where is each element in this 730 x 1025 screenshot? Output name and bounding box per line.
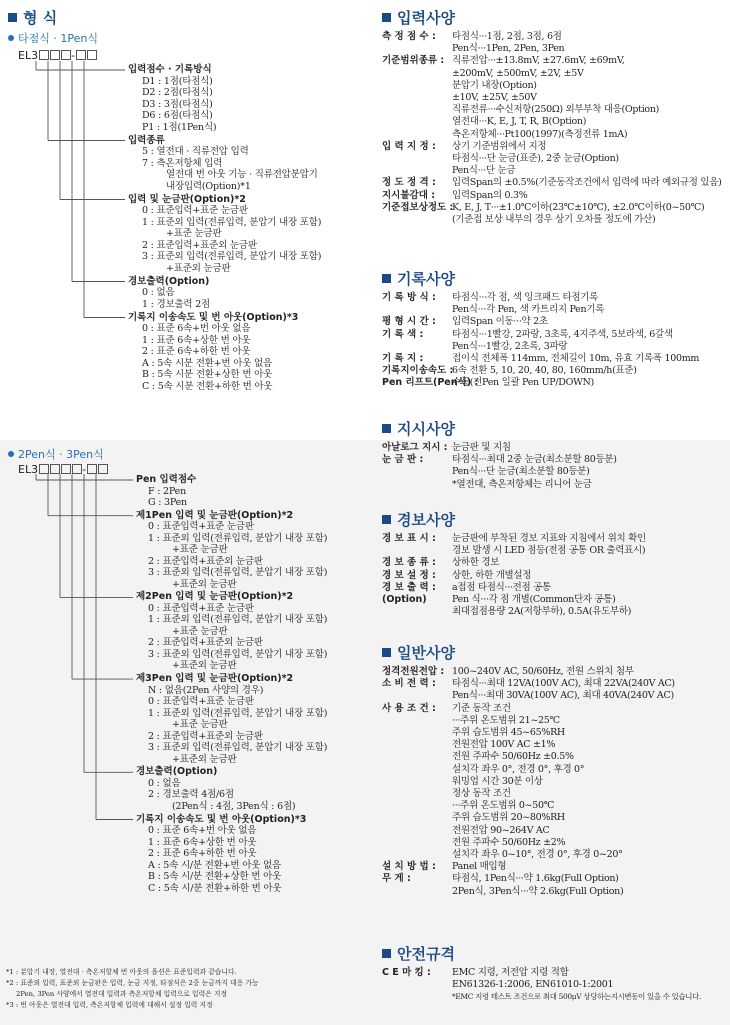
option-item: 0 : 표준입력+표준 눈금판: [142, 205, 248, 216]
group-heading: 제2Pen 입력 및 눈금판(Option)*2: [136, 591, 294, 603]
square-bullet-icon: [382, 949, 391, 958]
spec-value: *EMC 지령 테스트 조건으로 최대 500μV 상당하는지시변동이 있을 수 있습니다.: [452, 992, 702, 1002]
square-bullet-icon: [382, 515, 391, 524]
option-item: 0 : 표준 6속+번 아웃 없음: [142, 323, 251, 334]
option-item: 3 : 표준외 입력(전류입력, 분압기 내장 포함): [148, 742, 328, 754]
option-item: 1 : 표준 6속+상한 번 아웃: [142, 334, 251, 346]
spec-value: 100~240V AC, 50/60Hz, 전원 스위치 첨부: [452, 666, 634, 677]
option-item: 3 : 표준외 입력(전류입력, 분압기 내장 포함): [148, 567, 328, 579]
group-heading: 경보출력(Option): [136, 766, 218, 778]
spec-value: 설치각 좌우 0~10°, 전경 0°, 후경 0~20°: [452, 849, 623, 860]
group-heading: 입력종류: [128, 134, 165, 146]
safety-section-title: 안전규격: [382, 943, 455, 964]
subsection-2pen: 2Pen식 · 3Pen식: [8, 446, 104, 462]
spec-label: 경 보 표 시 :: [382, 533, 436, 544]
spec-value: 타점식, 1Pen식···약 1.6kg(Full Option): [452, 873, 619, 885]
spec-label: 경 보 설 정 :: [382, 569, 436, 581]
option-item: D6 : 6점(타점식): [142, 110, 213, 121]
spec-label: (Option): [382, 594, 427, 605]
option-item: +표준 눈금판: [172, 625, 228, 637]
option-item: B : 5속 시분 전환+상한 번 아웃: [142, 369, 273, 380]
option-item: 0 : 표준입력+표준 눈금판: [148, 602, 254, 614]
option-item: F : 2Pen: [148, 485, 186, 497]
spec-value: 입력Span 이동···약 2초: [452, 316, 548, 328]
spec-label: 기준접보상정도 :: [382, 201, 454, 213]
spec-value: ±10V, ±25V, ±50V: [452, 92, 537, 103]
input-section-title: 입력사양: [382, 7, 455, 28]
spec-value: 정상 동작 조건: [452, 788, 511, 799]
option-item: +표준 눈금판: [172, 544, 228, 556]
option-item: G : 3Pen: [148, 497, 187, 508]
option-item: +표준외 눈금판: [172, 578, 237, 590]
spec-value: 열전대···K, E, J, T, R, B(Option): [452, 116, 587, 128]
spec-label: 기록지이송속도 :: [382, 365, 454, 377]
spec-value: ±200mV, ±500mV, ±2V, ±5V: [452, 67, 584, 79]
spec-value: 입력Span의 0.3%: [452, 189, 528, 201]
spec-value: ···주위 온도범위 0~50℃: [452, 800, 555, 812]
square-bullet-icon: [382, 274, 391, 283]
option-item: C : 5속 시분 전환+하한 번 아웃: [142, 380, 273, 392]
spec-value: 분압기 내장(Option): [452, 79, 537, 91]
option-item: 3 : 표준외 입력(전류입력, 분압기 내장 포함): [148, 648, 328, 660]
square-bullet-icon: [382, 648, 391, 657]
option-item: 0 : 표준입력+표준 눈금판: [148, 696, 254, 708]
spec-label: 기 록 색 :: [382, 328, 424, 340]
option-item: 2 : 경보출력 4점/6점: [148, 789, 234, 801]
spec-label: 경 보 종 류 :: [382, 557, 436, 569]
spec-value: Pen식···1Pen, 2Pen, 3Pen: [452, 43, 565, 55]
spec-value: 2Pen식, 3Pen식···약 2.6kg(Full Option): [452, 885, 624, 897]
spec-label: 기준범위종류 :: [382, 55, 445, 67]
spec-label: Pen 리프트(Pen식) :: [382, 377, 479, 389]
spec-value: 주위 습도범위 20~80%RH: [452, 812, 565, 824]
spec-value: EN61326-1:2006, EN61010-1:2001: [452, 979, 614, 991]
spec-label: 아날로그 지시 :: [382, 442, 448, 453]
option-item: (2Pen식 : 4점, 3Pen식 : 6점): [172, 800, 296, 812]
spec-value: 상한, 하한 개별설정: [452, 569, 532, 581]
option-item: D2 : 2점(타점식): [142, 87, 213, 98]
spec-value: 입력Span의 ±0.5%(기준동작조건에서 입력에 따라 예외규정 있음): [452, 177, 722, 189]
option-item: 내장입력(Option)*1: [166, 180, 251, 192]
spec-value: a접점 타점식···전점 공통: [452, 581, 551, 593]
option-item: B : 5속 시/분 전환+상한 번 아웃: [148, 871, 282, 882]
option-item: +표준외 눈금판: [172, 660, 237, 672]
option-item: 1 : 표준외 입력(전류입력, 분압기 내장 포함): [148, 614, 328, 626]
model-code-1: EL3 -: [18, 49, 97, 62]
spec-value: Pen식···단 눈금: [452, 165, 516, 177]
model-section-title: 형 식: [8, 7, 57, 28]
model-code-2: EL3 -: [18, 463, 108, 476]
option-item: 2 : 표준입력+표준외 눈금판: [148, 555, 263, 567]
group-heading: 입력 및 눈금판(Option)*2: [128, 193, 246, 205]
footnote: *2 : 표준외 입력, 표준외 눈금판은 입력, 눈금 지정, 타점식은 2중 눈금까지 대응 가능: [6, 979, 259, 987]
dot-bullet-icon: [8, 451, 14, 457]
spec-value: 워밍업 시간 30분 이상: [452, 775, 543, 787]
spec-value: 상하한 경보: [452, 557, 500, 569]
spec-label: 사 용 조 건 :: [382, 702, 436, 714]
spec-value: 접이식 전체폭 114mm, 전체길이 10m, 유효 기록폭 100mm: [452, 353, 700, 364]
option-item: N : 없음(2Pen 사양의 경우): [148, 684, 264, 696]
group-heading: 경보출력(Option): [128, 275, 210, 287]
spec-value: 6속 전환 5, 10, 20, 40, 80, 160mm/h(표준): [452, 365, 637, 377]
alarm-section-title: 경보사양: [382, 509, 455, 530]
option-item: D3 : 3점(타점식): [142, 98, 213, 110]
option-item: 2 : 표준 6속+하한 번 아웃: [148, 848, 257, 859]
spec-value: 타점식···1점, 2점, 3점, 6점: [452, 31, 562, 42]
option-item: 2 : 표준입력+표준외 눈금판: [142, 239, 257, 251]
spec-value: K, E, J, T···±1.0℃이하(23℃±10℃), ±2.0℃이하(0~50℃): [452, 201, 705, 213]
option-item: 0 : 표준 6속+번 아웃 없음: [148, 825, 257, 836]
spec-value: Pen식···최대 30VA(100V AC), 최대 40VA(240V AC): [452, 690, 674, 702]
spec-label: 기 록 지 :: [382, 353, 424, 364]
spec-value: 타점식···1빨강, 2파랑, 3초록, 4지주색, 5보라색, 6갈색: [452, 328, 673, 340]
spec-value: 수동(전Pen 일괄 Pen UP/DOWN): [452, 377, 594, 389]
subsection-1pen: 타점식 · 1Pen식: [8, 30, 98, 46]
option-item: 1 : 표준외 입력(전류입력, 분압기 내장 포함): [142, 216, 322, 228]
spec-value: 경보 발생 시 LED 점등(전점 공통 OR 출력표시): [452, 545, 646, 557]
spec-value: 설치각 좌우 0°, 전경 0°, 후경 0°: [452, 763, 585, 775]
spec-value: 타점식···최대 12VA(100V AC), 최대 22VA(240V AC): [452, 678, 675, 690]
option-item: D1 : 1점(타점식): [142, 75, 213, 87]
spec-label: 입 력 지 정 :: [382, 140, 436, 152]
spec-value: 타점식···단 눈금(표준), 2중 눈금(Option): [452, 153, 619, 164]
footnote: 2Pen, 3Pen 사양에서 열전대 입력과 측온저항체 입력으로 입력은 지정: [16, 990, 228, 998]
spec-label: 기 록 방 식 :: [382, 292, 436, 303]
spec-label: 소 비 전 력 :: [382, 678, 436, 690]
spec-label: 눈 금 판 :: [382, 454, 424, 466]
option-item: +표준 눈금판: [166, 228, 222, 239]
option-item: P1 : 1점(1Pen식): [142, 121, 217, 133]
square-bullet-icon: [382, 424, 391, 433]
record-section-title: 기록사양: [382, 268, 455, 289]
spec-label: 경 보 출 력 :: [382, 581, 436, 593]
option-item: 0 : 없음: [148, 777, 181, 789]
spec-value: 최대접점용량 2A(저항부하), 0.5A(유도부하): [452, 606, 632, 618]
spec-value: 전원 주파수 50/60Hz ±2%: [452, 836, 566, 848]
spec-value: 직류전압···±13.8mV, ±27.6mV, ±69mV,: [452, 55, 625, 67]
spec-value: 타점식···최대 2중 눈금(최소분할 80등분): [452, 454, 617, 466]
option-item: 0 : 없음: [142, 287, 175, 298]
option-item: 2 : 표준 6속+하한 번 아웃: [142, 346, 251, 357]
option-item: C : 5속 시/분 전환+하한 번 아웃: [148, 882, 282, 894]
group-heading: 입력점수 · 기록방식: [128, 64, 212, 75]
option-item: 2 : 표준입력+표준외 눈금판: [148, 730, 263, 742]
footnote: *3 : 번 아웃은 열전대 입력, 측온저항체 입력에 대해서 설정 입력 지정: [6, 1001, 213, 1009]
spec-value: 주위 습도범위 45~65%RH: [452, 727, 565, 738]
spec-value: Pen 식···각 점 개별(Common단자 공통): [452, 594, 616, 605]
group-heading: 제1Pen 입력 및 눈금판(Option)*2: [136, 509, 294, 521]
spec-value: 기준 동작 조건: [452, 702, 511, 714]
spec-label: 정격전원전압 :: [382, 666, 445, 677]
option-item: +표준외 눈금판: [172, 753, 237, 765]
option-item: 1 : 경보출력 2점: [142, 298, 211, 310]
option-item: 7 : 측온저항체 입력: [142, 157, 223, 169]
spec-value: 전원 주파수 50/60Hz ±0.5%: [452, 751, 574, 763]
option-item: 3 : 표준외 입력(전류입력, 분압기 내장 포함): [142, 251, 322, 262]
spec-value: Pen식···단 눈금(최소분할 80등분): [452, 466, 590, 478]
spec-label: 무 게 :: [382, 873, 411, 885]
spec-label: 지시불감대 :: [382, 189, 435, 201]
spec-value: 눈금판 및 지침: [452, 442, 511, 453]
spec-label: 설 치 방 법 :: [382, 861, 436, 873]
spec-label: C E 마 킹 :: [382, 967, 431, 978]
spec-value: 상기 기준범위에서 지정: [452, 140, 547, 152]
group-heading: Pen 입력점수: [136, 474, 197, 485]
spec-value: 직류전류···수신저항(250Ω) 외부부착 대응(Option): [452, 104, 660, 116]
option-item: 1 : 표준 6속+상한 번 아웃: [148, 836, 257, 848]
option-item: +표준외 눈금판: [166, 262, 231, 274]
spec-value: Pen식···각 Pen, 색 카트리지 Pen기록: [452, 304, 605, 316]
option-item: 5 : 열전대 · 직류전압 입력: [142, 146, 249, 157]
spec-value: (기준접 보상 내부의 경우 상기 오차를 정도에 가산): [452, 214, 656, 225]
spec-label: 평 형 시 간 :: [382, 316, 436, 328]
option-item: 1 : 표준외 입력(전류입력, 분압기 내장 포함): [148, 707, 328, 719]
spec-value: 측온저항체···Pt100(1997)(측정전류 1mA): [452, 128, 628, 140]
option-item: A : 5속 시분 전환+번 아웃 없음: [142, 357, 272, 369]
option-item: 1 : 표준외 입력(전류입력, 분압기 내장 포함): [148, 532, 328, 544]
group-heading: 기록지 이송속도 및 번 아웃(Option)*3: [128, 311, 299, 323]
spec-value: 타점식···각 점, 색 잉크패드 타점기록: [452, 292, 599, 303]
spec-value: 눈금판에 부착된 경보 지표와 지침에서 위치 확인: [452, 533, 646, 544]
option-item: 0 : 표준입력+표준 눈금판: [148, 521, 254, 533]
spec-value: ···주위 온도범위 21~25℃: [452, 714, 560, 726]
spec-value: 전원전압 90~264V AC: [452, 824, 550, 836]
indicate-section-title: 지시사양: [382, 418, 455, 439]
group-heading: 기록지 이송속도 및 번 아웃(Option)*3: [136, 813, 307, 825]
general-section-title: 일반사양: [382, 642, 455, 663]
spec-value: *열전대, 측온저항체는 리니어 눈금: [452, 478, 592, 490]
spec-label: 정 도 정 격 :: [382, 177, 436, 189]
option-item: 열전대 번 아웃 기능 · 직류전압분압기: [166, 169, 318, 180]
square-bullet-icon: [382, 13, 391, 22]
spec-label: 측 정 점 수 :: [382, 31, 436, 42]
option-item: 2 : 표준입력+표준외 눈금판: [148, 637, 263, 649]
footnote: *1 : 분압기 내장, 열전대 · 측온저항체 번 아웃의 옵션은 표준입력과 같습니다.: [6, 968, 237, 976]
spec-value: Panel 매입형: [452, 861, 507, 873]
option-item: +표준 눈금판: [172, 719, 228, 731]
spec-value: EMC 지령, 저전압 지령 적합: [452, 967, 569, 978]
option-item: A : 5속 시/분 전환+번 아웃 없음: [148, 859, 281, 871]
group-heading: 제3Pen 입력 및 눈금판(Option)*2: [136, 673, 294, 685]
spec-value: Pen식···1빨강, 2초록, 3파랑: [452, 340, 568, 352]
spec-value: 전원전압 100V AC ±1%: [452, 739, 556, 751]
